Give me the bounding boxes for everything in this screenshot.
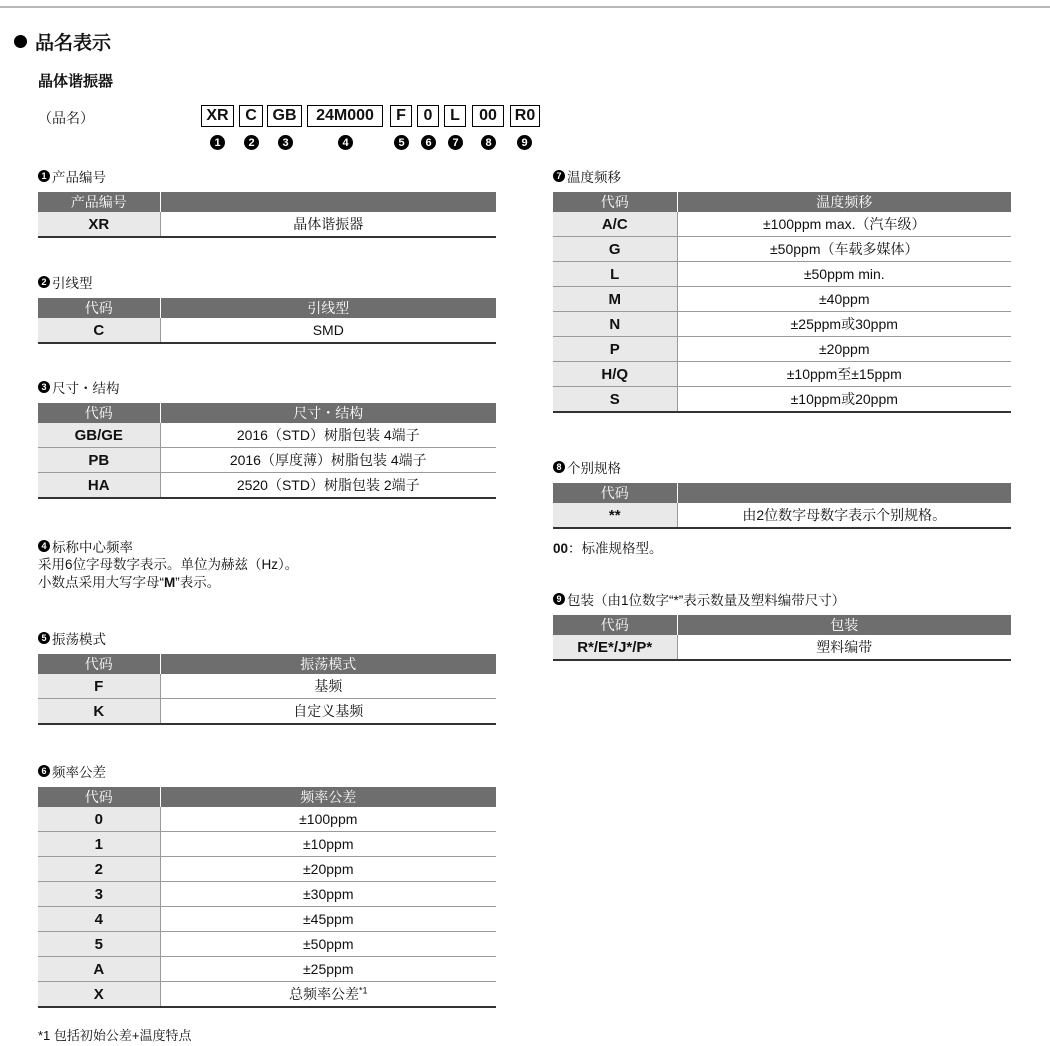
code-cell: A bbox=[38, 957, 160, 982]
description-text: 总频率公差 bbox=[288, 986, 359, 1002]
description-cell bbox=[160, 674, 496, 699]
description-text: ±100ppm max.（汽车级） bbox=[762, 216, 926, 232]
description-text: ±40ppm bbox=[819, 291, 870, 307]
column-header-desc: 尺寸・结构 bbox=[160, 403, 496, 423]
number-badge-icon: 2 bbox=[38, 276, 50, 288]
code-box-4: 24M000 bbox=[307, 105, 383, 127]
index-badge-4: 4 bbox=[338, 135, 353, 150]
table-row bbox=[553, 312, 1011, 337]
bullet-dot-icon bbox=[14, 35, 27, 48]
oscillation-mode-table bbox=[38, 654, 496, 725]
code-box-3: GB bbox=[267, 105, 302, 127]
description-text: ±45ppm bbox=[303, 911, 354, 927]
section-7-title: 温度频移 bbox=[567, 170, 621, 185]
table-row bbox=[553, 387, 1011, 413]
description-text: ±10ppm至±15ppm bbox=[786, 366, 902, 382]
table-row bbox=[38, 857, 496, 882]
section-6-heading bbox=[38, 761, 106, 781]
description-cell bbox=[160, 907, 496, 932]
code-box-6: 0 bbox=[417, 105, 439, 127]
description-text: ±30ppm bbox=[303, 886, 354, 902]
frequency-line-2: 小数点采用大写字母“M”表示。 bbox=[38, 575, 221, 590]
description-cell bbox=[677, 635, 1011, 660]
section-4-heading bbox=[38, 536, 133, 556]
description-text: 2016（厚度薄）树脂包装 4端子 bbox=[229, 452, 427, 468]
column-header-desc: 频率公差 bbox=[160, 787, 496, 807]
index-badge-8: 8 bbox=[481, 135, 496, 150]
description-text: 自定义基频 bbox=[293, 703, 364, 719]
tolerance-footnote: *1 包括初始公差+温度特点 bbox=[38, 1028, 192, 1043]
column-header-code: 产品编号 bbox=[38, 192, 160, 212]
number-badge-icon: 1 bbox=[38, 170, 50, 182]
page-title bbox=[14, 28, 111, 55]
code-box-9: R0 bbox=[510, 105, 540, 127]
section-6-title: 频率公差 bbox=[52, 765, 106, 780]
index-badge-1: 1 bbox=[210, 135, 225, 150]
lead-type-table bbox=[38, 298, 496, 344]
code-cell: L bbox=[553, 262, 677, 287]
section-3-title: 尺寸・结构 bbox=[52, 381, 120, 396]
code-box-1: XR bbox=[201, 105, 234, 127]
description-text: 由2位数字母数字表示个别规格。 bbox=[742, 507, 947, 523]
code-cell: XR bbox=[38, 212, 160, 237]
code-box-5: F bbox=[390, 105, 412, 127]
table-row bbox=[38, 882, 496, 907]
code-cell: 2 bbox=[38, 857, 160, 882]
column-header-desc: 振荡模式 bbox=[160, 654, 496, 674]
code-cell: A/C bbox=[553, 212, 677, 237]
table-row bbox=[553, 635, 1011, 660]
column-header-code: 代码 bbox=[38, 654, 160, 674]
description-text: ±20ppm bbox=[819, 341, 870, 357]
index-badge-2: 2 bbox=[244, 135, 259, 150]
description-text: ±10ppm bbox=[303, 836, 354, 852]
section-7-heading bbox=[553, 166, 621, 186]
description-cell bbox=[160, 212, 496, 237]
column-header-code: 代码 bbox=[553, 483, 677, 503]
table-row bbox=[38, 448, 496, 473]
section-2-title: 引线型 bbox=[52, 276, 93, 291]
part-number-label: （品名） bbox=[38, 110, 94, 126]
frequency-tolerance-table bbox=[38, 787, 496, 1008]
code-cell: F bbox=[38, 674, 160, 699]
column-header-desc: 包装 bbox=[677, 615, 1011, 635]
code-box-2: C bbox=[239, 105, 263, 127]
table-row bbox=[553, 337, 1011, 362]
index-badge-9: 9 bbox=[517, 135, 532, 150]
page-title-text: 品名表示 bbox=[35, 33, 112, 54]
description-cell bbox=[160, 699, 496, 725]
description-text: ±10ppm或20ppm bbox=[790, 391, 898, 407]
number-badge-icon: 9 bbox=[553, 593, 565, 605]
number-badge-icon: 5 bbox=[38, 632, 50, 644]
description-cell bbox=[160, 857, 496, 882]
description-text: 塑料编带 bbox=[816, 639, 873, 655]
index-badge-5: 5 bbox=[394, 135, 409, 150]
code-cell: H/Q bbox=[553, 362, 677, 387]
table-row bbox=[38, 932, 496, 957]
code-cell: 3 bbox=[38, 882, 160, 907]
description-text: SMD bbox=[312, 322, 344, 338]
footnote-marker: *1 bbox=[358, 985, 368, 996]
code-cell: R*/E*/J*/P* bbox=[553, 635, 677, 660]
description-text: 2520（STD）树脂包装 2端子 bbox=[236, 477, 420, 493]
description-cell bbox=[160, 882, 496, 907]
description-cell bbox=[160, 318, 496, 343]
section-8-heading bbox=[553, 457, 621, 477]
section-1-title: 产品编号 bbox=[52, 170, 106, 185]
code-cell: GB/GE bbox=[38, 423, 160, 448]
description-cell bbox=[677, 212, 1011, 237]
description-text: ±50ppm bbox=[303, 936, 354, 952]
section-1-heading bbox=[38, 166, 106, 186]
table-row bbox=[38, 957, 496, 982]
description-cell bbox=[677, 503, 1011, 528]
section-8-title: 个别规格 bbox=[567, 461, 621, 476]
description-text: ±50ppm（车载多媒体） bbox=[770, 241, 919, 257]
description-text: 基频 bbox=[314, 678, 343, 694]
code-cell: X bbox=[38, 982, 160, 1008]
description-cell bbox=[160, 807, 496, 832]
section-4-title: 标称中心频率 bbox=[52, 540, 133, 555]
table-row bbox=[38, 423, 496, 448]
description-text: ±25ppm bbox=[303, 961, 354, 977]
description-cell bbox=[677, 337, 1011, 362]
packaging-table bbox=[553, 615, 1011, 661]
section-5-title: 振荡模式 bbox=[52, 632, 106, 647]
description-cell bbox=[160, 982, 496, 1008]
code-cell: K bbox=[38, 699, 160, 725]
description-text: ±25ppm或30ppm bbox=[790, 316, 898, 332]
table-row bbox=[38, 473, 496, 499]
code-box-8: 00 bbox=[472, 105, 504, 127]
description-cell bbox=[677, 362, 1011, 387]
description-cell bbox=[160, 473, 496, 499]
column-header-code: 代码 bbox=[38, 787, 160, 807]
table-row bbox=[38, 807, 496, 832]
table-row bbox=[553, 237, 1011, 262]
column-header-desc bbox=[677, 483, 1011, 503]
top-divider bbox=[0, 6, 1050, 8]
column-header-desc bbox=[160, 192, 496, 212]
description-text: ±20ppm bbox=[303, 861, 354, 877]
code-cell: M bbox=[553, 287, 677, 312]
table-row bbox=[38, 699, 496, 725]
table-row bbox=[553, 212, 1011, 237]
description-cell bbox=[160, 448, 496, 473]
code-box-7: L bbox=[444, 105, 466, 127]
description-text: ±100ppm bbox=[299, 811, 358, 827]
number-badge-icon: 3 bbox=[38, 381, 50, 393]
section-9-title: 包装（由1位数字“*”表示数量及塑料编带尺寸） bbox=[567, 593, 846, 608]
code-cell: N bbox=[553, 312, 677, 337]
description-cell bbox=[160, 957, 496, 982]
description-cell bbox=[160, 423, 496, 448]
section-9-heading bbox=[553, 589, 845, 609]
table-row bbox=[38, 982, 496, 1008]
code-cell: G bbox=[553, 237, 677, 262]
table-row bbox=[38, 318, 496, 343]
code-cell: ** bbox=[553, 503, 677, 528]
table-row bbox=[553, 262, 1011, 287]
column-header-code: 代码 bbox=[38, 298, 160, 318]
code-cell: 1 bbox=[38, 832, 160, 857]
description-cell bbox=[677, 237, 1011, 262]
table-row bbox=[553, 287, 1011, 312]
spec-note: 00：标准规格型。 bbox=[553, 541, 663, 556]
description-cell bbox=[677, 262, 1011, 287]
code-cell: P bbox=[553, 337, 677, 362]
table-row bbox=[38, 832, 496, 857]
frequency-description bbox=[38, 556, 298, 592]
description-cell bbox=[677, 312, 1011, 337]
product-code-table bbox=[38, 192, 496, 238]
code-cell: C bbox=[38, 318, 160, 343]
table-row bbox=[553, 362, 1011, 387]
description-cell bbox=[677, 287, 1011, 312]
size-structure-table bbox=[38, 403, 496, 499]
individual-spec-table bbox=[553, 483, 1011, 529]
description-text: ±50ppm min. bbox=[803, 266, 885, 282]
number-badge-icon: 4 bbox=[38, 540, 50, 552]
frequency-line-1: 采用6位字母数字表示。单位为赫兹（Hz）。 bbox=[38, 557, 299, 572]
description-cell bbox=[677, 387, 1011, 413]
code-cell: S bbox=[553, 387, 677, 413]
number-badge-icon: 6 bbox=[38, 765, 50, 777]
description-text: 晶体谐振器 bbox=[293, 216, 364, 232]
column-header-desc: 引线型 bbox=[160, 298, 496, 318]
number-badge-icon: 7 bbox=[553, 170, 565, 182]
description-text: 2016（STD）树脂包装 4端子 bbox=[236, 427, 420, 443]
index-badge-6: 6 bbox=[421, 135, 436, 150]
temperature-drift-table bbox=[553, 192, 1011, 413]
index-badge-3: 3 bbox=[278, 135, 293, 150]
description-cell bbox=[160, 932, 496, 957]
code-cell: PB bbox=[38, 448, 160, 473]
section-5-heading bbox=[38, 628, 106, 648]
code-cell: 4 bbox=[38, 907, 160, 932]
section-3-heading bbox=[38, 377, 120, 397]
table-row bbox=[38, 907, 496, 932]
table-row bbox=[38, 674, 496, 699]
number-badge-icon: 8 bbox=[553, 461, 565, 473]
code-cell: HA bbox=[38, 473, 160, 499]
table-row bbox=[38, 212, 496, 237]
index-badge-7: 7 bbox=[448, 135, 463, 150]
column-header-code: 代码 bbox=[38, 403, 160, 423]
column-header-code: 代码 bbox=[553, 615, 677, 635]
column-header-desc: 温度频移 bbox=[677, 192, 1011, 212]
code-cell: 5 bbox=[38, 932, 160, 957]
table-row bbox=[553, 503, 1011, 528]
code-cell: 0 bbox=[38, 807, 160, 832]
column-header-code: 代码 bbox=[553, 192, 677, 212]
section-2-heading bbox=[38, 272, 93, 292]
description-cell bbox=[160, 832, 496, 857]
product-subtitle: 晶体谐振器 bbox=[38, 73, 114, 90]
